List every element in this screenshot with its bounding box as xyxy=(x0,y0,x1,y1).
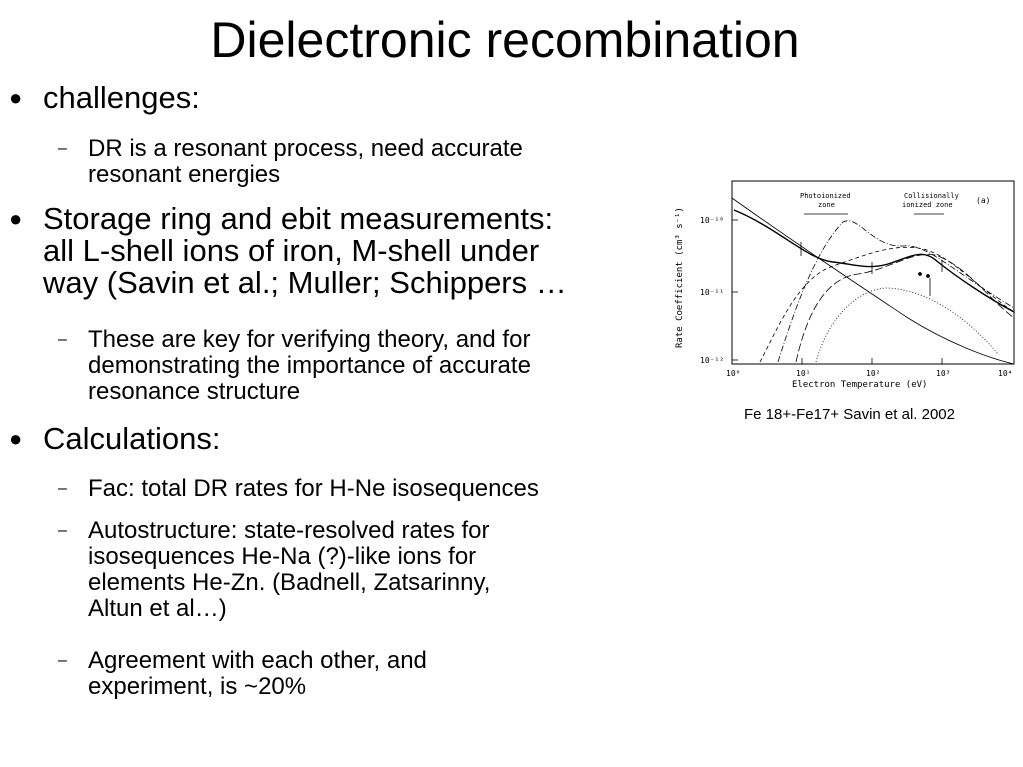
experimental-data-points xyxy=(801,242,942,296)
figure-caption: Fe 18+-Fe17+ Savin et al. 2002 xyxy=(744,406,955,423)
x-tick-label: 10⁴ xyxy=(998,369,1013,378)
subbullet-verifying-theory xyxy=(58,326,531,405)
x-tick-label: 10³ xyxy=(936,369,951,378)
bullet-dash-icon: – xyxy=(58,480,67,497)
panel-label: (a) xyxy=(976,196,991,205)
bullet-text-line: elements He-Zn. (Badnell, Zatsarinny, xyxy=(88,569,491,596)
bullet-text-line: all L-shell ions of iron, M-shell under xyxy=(43,233,540,268)
tick-marks xyxy=(732,220,942,364)
bullet-text-line: Agreement with each other, and xyxy=(88,647,427,674)
bullet-text-line: DR is a resonant process, need accurate xyxy=(88,135,523,162)
bullet-text: challenges: xyxy=(43,80,200,115)
bullet-text-line: resonant energies xyxy=(88,161,281,188)
bullet-text-line: isosequences He-Na (?)-like ions for xyxy=(88,543,477,570)
zone-photoionized-label: Photoionized xyxy=(800,192,851,200)
y-tick-label: 10⁻¹⁰ xyxy=(700,216,725,225)
x-tick-label: 10² xyxy=(866,369,881,378)
bullet-text-line: Autostructure: state-resolved rates for xyxy=(88,517,490,544)
bullet-dot-icon: ● xyxy=(9,206,23,231)
y-tick-label: 10⁻¹² xyxy=(700,356,725,365)
x-tick-label: 10¹ xyxy=(796,369,811,378)
zone-photoionized-label: zone xyxy=(818,201,835,209)
slide-title: Dielectronic recombination xyxy=(210,12,800,68)
bullet-text-line: Fac: total DR rates for H-Ne isosequences xyxy=(88,475,539,502)
bullet-dot-icon: ● xyxy=(9,426,23,451)
subbullet-autostructure xyxy=(58,517,491,622)
bullet-dot-icon: ● xyxy=(9,85,23,110)
subbullet-fac xyxy=(58,475,539,502)
plot-ylabel: Rate Coefficient (cm³ s⁻¹) xyxy=(675,207,685,348)
bullet-storage-ring xyxy=(9,201,567,300)
bullet-calculations xyxy=(9,421,221,456)
bullet-text: Calculations: xyxy=(43,421,221,456)
bullet-text-line: experiment, is ~20% xyxy=(88,673,307,700)
bullet-dash-icon: – xyxy=(58,522,67,539)
bullet-text-line: demonstrating the importance of accurate xyxy=(88,352,531,379)
bullet-dash-icon: – xyxy=(58,140,67,157)
bullet-dash-icon: – xyxy=(58,331,67,348)
x-tick-label: 10⁰ xyxy=(726,369,741,378)
bullet-text-line: Storage ring and ebit measurements: xyxy=(43,201,554,236)
subbullet-agreement xyxy=(58,647,427,700)
plot-frame xyxy=(732,181,1014,364)
zone-collisional-label: Collisionally xyxy=(904,192,959,200)
zone-collisional-label: ionized zone xyxy=(902,201,953,209)
y-tick-label: 10⁻¹¹ xyxy=(700,288,725,297)
plot-xlabel: Electron Temperature (eV) xyxy=(792,380,928,390)
bullet-dash-icon: – xyxy=(58,652,67,669)
plot-curves xyxy=(732,198,1014,364)
bullet-text-line: These are key for verifying theory, and for xyxy=(88,326,531,353)
subbullet-dr-resonant xyxy=(58,135,523,188)
bullet-text-line: way (Savin et al.; Muller; Schippers … xyxy=(43,265,567,300)
bullet-challenges xyxy=(9,80,200,115)
rate-coefficient-plot-image xyxy=(668,178,1018,400)
bullet-text-line: resonance structure xyxy=(88,378,301,405)
bullet-text-line: Altun et al…) xyxy=(88,595,227,622)
